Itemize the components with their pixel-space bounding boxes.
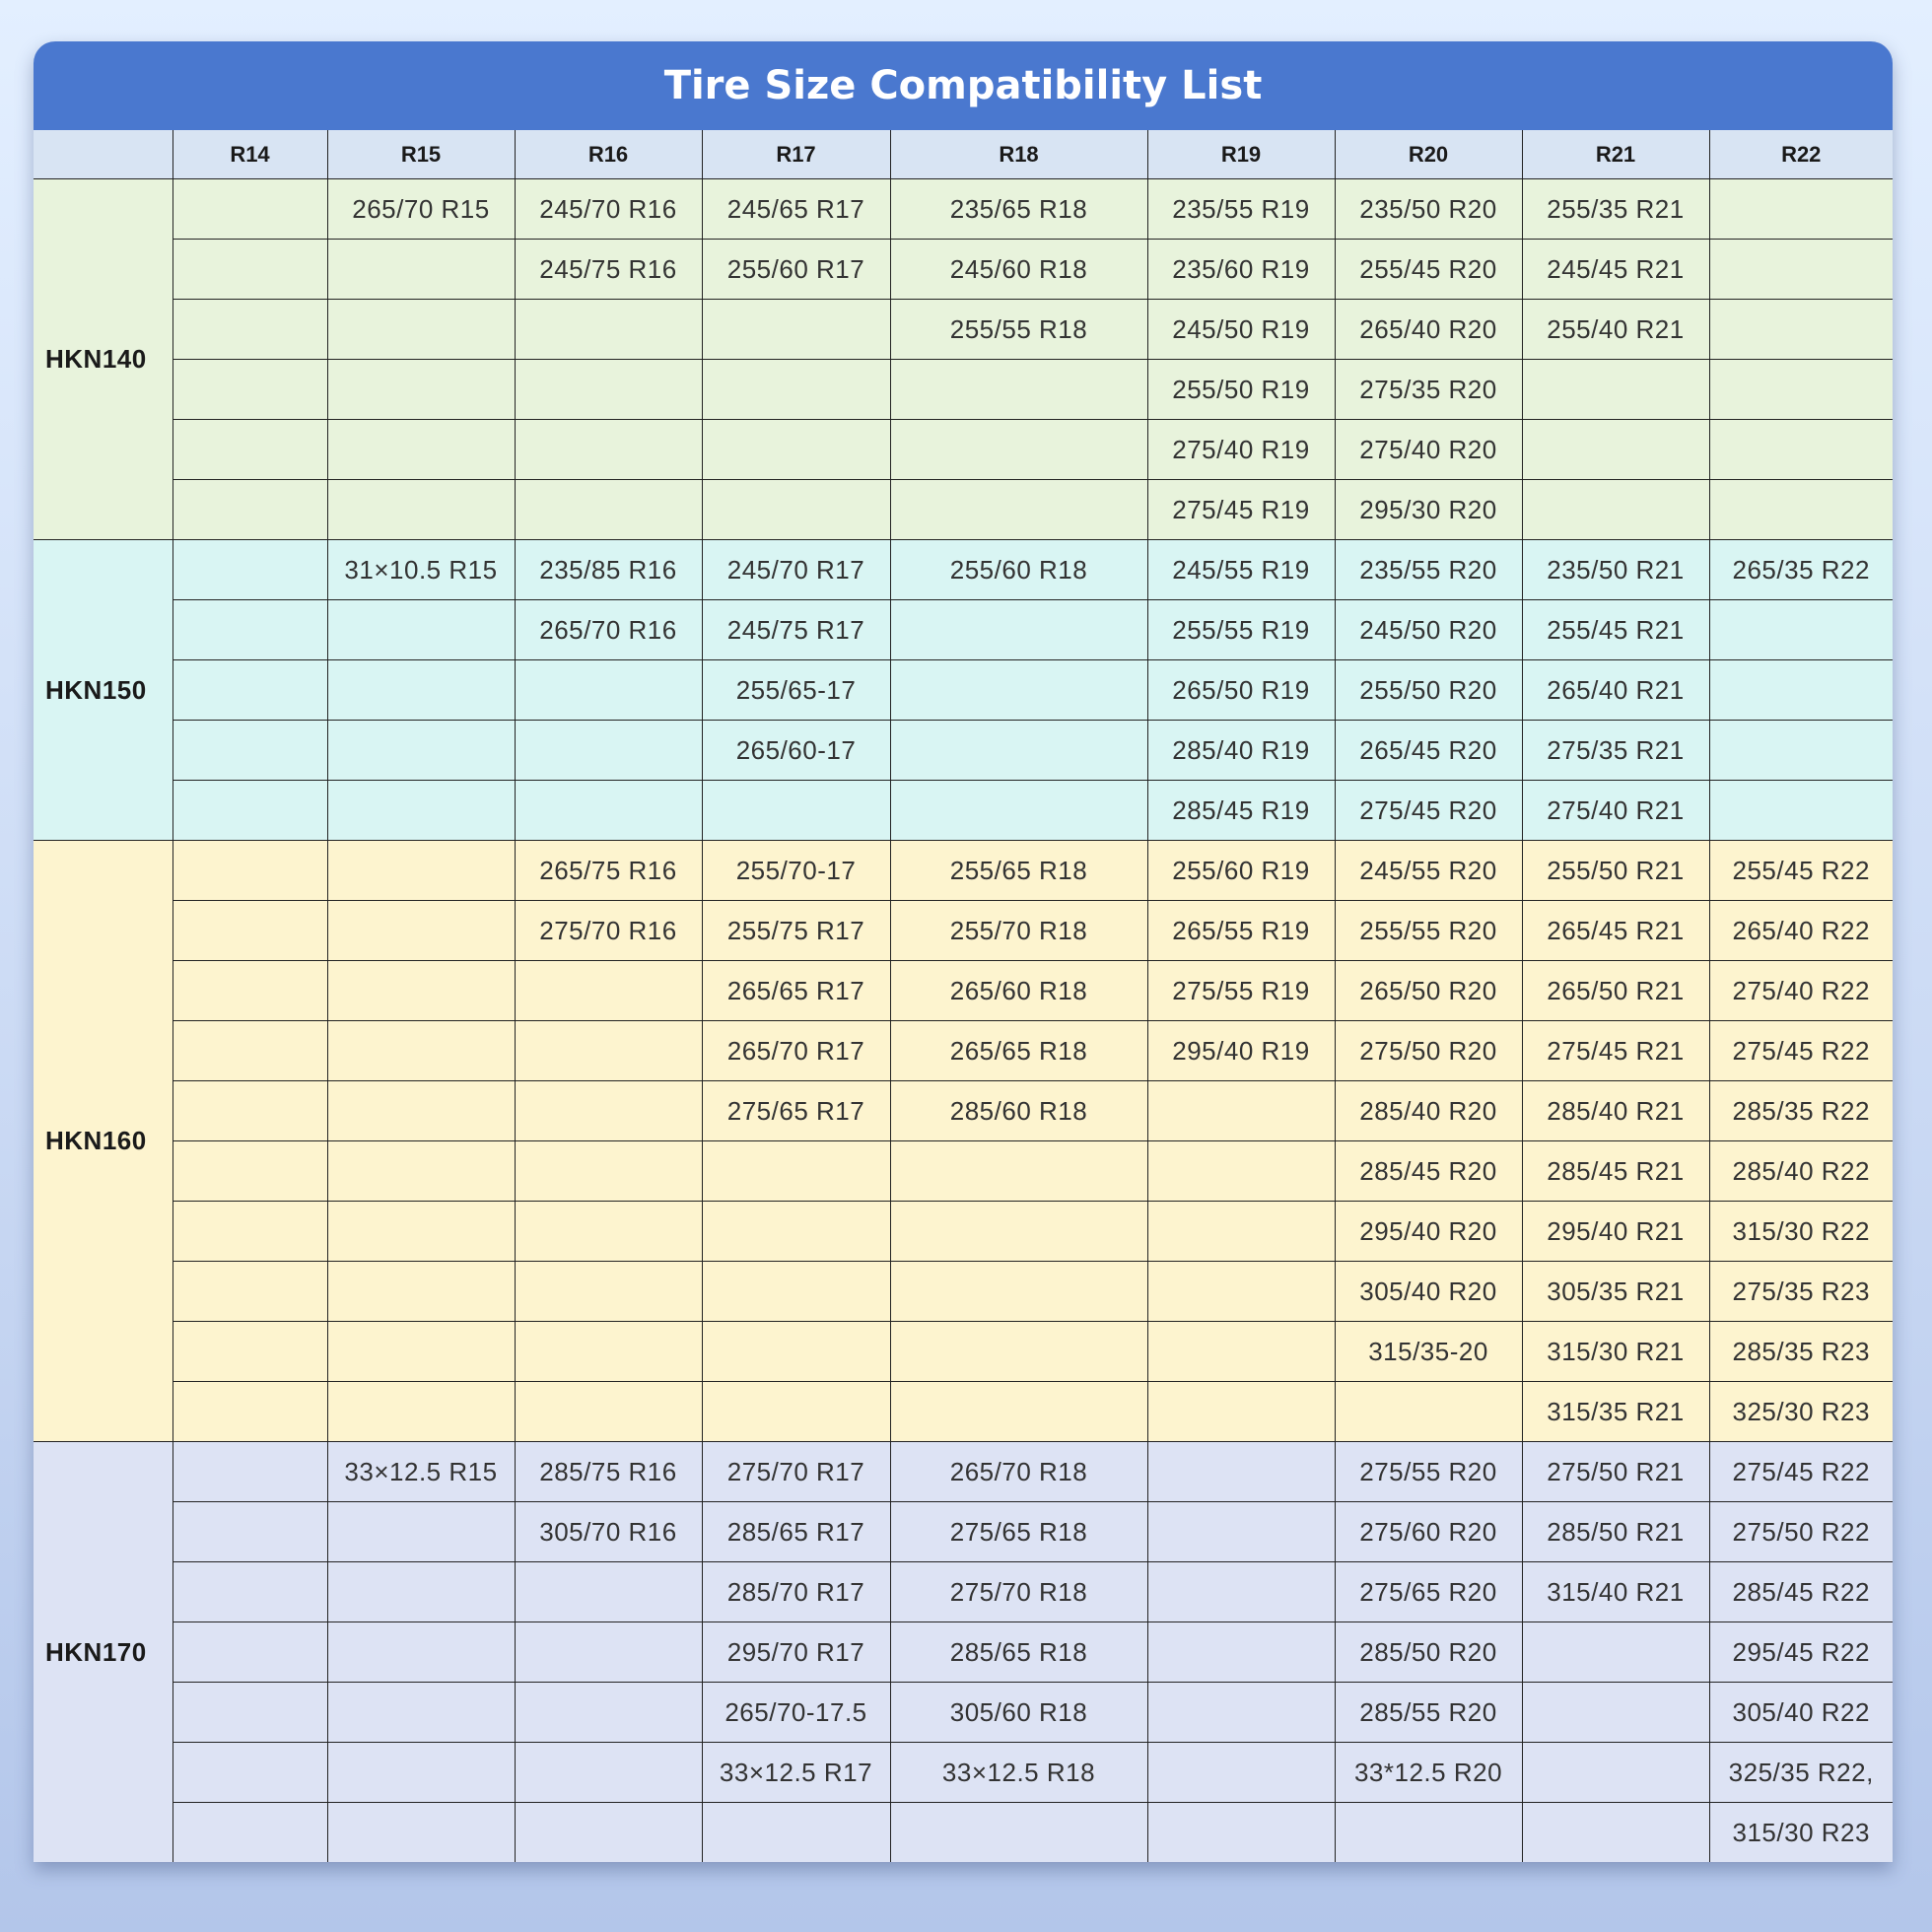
size-cell — [890, 480, 1147, 540]
size-cell: 285/35 R22 — [1709, 1081, 1893, 1141]
table-row — [34, 1442, 1893, 1502]
size-cell: 265/60 R18 — [890, 961, 1147, 1021]
size-cell — [702, 300, 890, 360]
column-header-r18: R18 — [890, 130, 1147, 179]
size-cell — [172, 961, 327, 1021]
table-row — [34, 1081, 1893, 1141]
size-cell: 255/50 R19 — [1147, 360, 1335, 420]
size-cell: 255/50 R21 — [1522, 841, 1709, 901]
table-row — [34, 179, 1893, 240]
size-cell — [890, 360, 1147, 420]
table-row — [34, 660, 1893, 721]
size-cell — [327, 360, 515, 420]
compatibility-card — [34, 41, 1893, 1862]
size-cell: 275/40 R21 — [1522, 781, 1709, 841]
size-cell: 255/45 R22 — [1709, 841, 1893, 901]
size-cell: 275/50 R21 — [1522, 1442, 1709, 1502]
size-cell: 265/45 R20 — [1335, 721, 1522, 781]
size-cell — [1709, 660, 1893, 721]
size-cell: 275/45 R22 — [1709, 1442, 1893, 1502]
size-cell: 275/70 R18 — [890, 1562, 1147, 1622]
size-cell — [890, 660, 1147, 721]
size-cell — [172, 1683, 327, 1743]
size-cell: 285/65 R18 — [890, 1622, 1147, 1683]
table-row — [34, 1262, 1893, 1322]
table-row — [34, 600, 1893, 660]
size-cell: 285/40 R21 — [1522, 1081, 1709, 1141]
size-cell: 275/45 R21 — [1522, 1021, 1709, 1081]
size-cell — [515, 1382, 702, 1442]
size-cell — [327, 1743, 515, 1803]
size-cell — [890, 600, 1147, 660]
table-row — [34, 540, 1893, 600]
size-cell — [1147, 1081, 1335, 1141]
column-header-r19: R19 — [1147, 130, 1335, 179]
column-header-r17: R17 — [702, 130, 890, 179]
size-cell — [515, 1081, 702, 1141]
size-cell — [890, 1322, 1147, 1382]
size-cell — [890, 781, 1147, 841]
size-cell: 285/45 R21 — [1522, 1141, 1709, 1202]
size-cell: 285/50 R20 — [1335, 1622, 1522, 1683]
size-cell — [172, 901, 327, 961]
size-cell — [327, 1081, 515, 1141]
size-cell — [1147, 1322, 1335, 1382]
size-cell — [327, 240, 515, 300]
size-cell — [1709, 781, 1893, 841]
size-cell — [172, 480, 327, 540]
size-cell — [1709, 721, 1893, 781]
size-cell — [1147, 1683, 1335, 1743]
size-cell — [327, 1322, 515, 1382]
size-cell: 285/55 R20 — [1335, 1683, 1522, 1743]
size-cell: 255/60 R18 — [890, 540, 1147, 600]
size-cell — [1709, 420, 1893, 480]
size-cell: 265/50 R21 — [1522, 961, 1709, 1021]
size-cell: 285/50 R21 — [1522, 1502, 1709, 1562]
size-cell — [1147, 1502, 1335, 1562]
size-cell — [1709, 240, 1893, 300]
size-cell — [327, 1202, 515, 1262]
size-cell: 275/45 R20 — [1335, 781, 1522, 841]
size-cell — [327, 961, 515, 1021]
size-cell: 285/40 R19 — [1147, 721, 1335, 781]
size-cell — [1709, 300, 1893, 360]
size-cell — [702, 480, 890, 540]
size-cell: 275/45 R19 — [1147, 480, 1335, 540]
size-cell — [172, 660, 327, 721]
size-cell — [1335, 1382, 1522, 1442]
size-cell — [172, 360, 327, 420]
size-cell — [327, 1141, 515, 1202]
size-cell: 245/65 R17 — [702, 179, 890, 240]
size-cell — [172, 1262, 327, 1322]
size-cell: 295/40 R20 — [1335, 1202, 1522, 1262]
size-cell: 245/70 R16 — [515, 179, 702, 240]
size-cell — [172, 1021, 327, 1081]
table-row — [34, 1803, 1893, 1863]
size-cell: 245/70 R17 — [702, 540, 890, 600]
size-cell — [172, 1803, 327, 1863]
size-cell — [515, 1743, 702, 1803]
size-cell: 275/40 R19 — [1147, 420, 1335, 480]
size-cell — [172, 1743, 327, 1803]
table-row — [34, 1683, 1893, 1743]
size-cell — [172, 1382, 327, 1442]
size-cell — [327, 660, 515, 721]
size-cell: 275/55 R20 — [1335, 1442, 1522, 1502]
size-cell: 245/75 R16 — [515, 240, 702, 300]
size-cell: 305/35 R21 — [1522, 1262, 1709, 1322]
size-cell: 265/65 R17 — [702, 961, 890, 1021]
size-cell — [515, 961, 702, 1021]
size-cell: 285/40 R20 — [1335, 1081, 1522, 1141]
table-row — [34, 721, 1893, 781]
size-cell: 275/45 R22 — [1709, 1021, 1893, 1081]
size-cell — [327, 1683, 515, 1743]
column-header-r21: R21 — [1522, 130, 1709, 179]
table-row — [34, 1202, 1893, 1262]
size-cell: 275/50 R22 — [1709, 1502, 1893, 1562]
table-row — [34, 1322, 1893, 1382]
size-cell: 315/35-20 — [1335, 1322, 1522, 1382]
size-cell: 285/70 R17 — [702, 1562, 890, 1622]
header-row — [34, 130, 1893, 179]
table-row — [34, 841, 1893, 901]
size-cell — [515, 1141, 702, 1202]
size-cell: 275/50 R20 — [1335, 1021, 1522, 1081]
size-cell — [702, 1803, 890, 1863]
size-cell: 235/65 R18 — [890, 179, 1147, 240]
size-cell — [1709, 360, 1893, 420]
size-cell — [327, 300, 515, 360]
table-row — [34, 1743, 1893, 1803]
size-cell — [515, 660, 702, 721]
size-cell: 33*12.5 R20 — [1335, 1743, 1522, 1803]
column-header-r22: R22 — [1709, 130, 1893, 179]
size-cell: 255/45 R21 — [1522, 600, 1709, 660]
size-cell — [1522, 1622, 1709, 1683]
size-cell: 255/35 R21 — [1522, 179, 1709, 240]
table-row — [34, 480, 1893, 540]
size-cell: 275/70 R16 — [515, 901, 702, 961]
size-cell: 245/60 R18 — [890, 240, 1147, 300]
size-cell: 305/60 R18 — [890, 1683, 1147, 1743]
size-cell — [515, 1202, 702, 1262]
size-cell — [172, 1141, 327, 1202]
size-cell — [172, 841, 327, 901]
size-cell: 265/35 R22 — [1709, 540, 1893, 600]
table-row — [34, 961, 1893, 1021]
size-cell — [327, 600, 515, 660]
size-cell: 245/50 R19 — [1147, 300, 1335, 360]
size-cell: 265/75 R16 — [515, 841, 702, 901]
size-cell — [327, 420, 515, 480]
size-cell — [327, 1262, 515, 1322]
size-cell — [172, 1202, 327, 1262]
size-cell — [515, 300, 702, 360]
table-row — [34, 1562, 1893, 1622]
size-cell — [1335, 1803, 1522, 1863]
size-cell — [702, 1322, 890, 1382]
size-cell — [515, 360, 702, 420]
size-cell: 315/30 R21 — [1522, 1322, 1709, 1382]
column-header-r14: R14 — [172, 130, 327, 179]
size-cell — [1147, 1743, 1335, 1803]
size-cell — [515, 721, 702, 781]
size-cell: 235/85 R16 — [515, 540, 702, 600]
size-cell — [327, 841, 515, 901]
size-cell: 255/65-17 — [702, 660, 890, 721]
size-cell: 255/60 R17 — [702, 240, 890, 300]
size-cell: 255/55 R20 — [1335, 901, 1522, 961]
size-cell — [172, 721, 327, 781]
size-cell — [172, 1081, 327, 1141]
size-cell — [1709, 179, 1893, 240]
size-cell: 255/65 R18 — [890, 841, 1147, 901]
size-cell: 275/55 R19 — [1147, 961, 1335, 1021]
size-cell: 265/70 R18 — [890, 1442, 1147, 1502]
size-cell — [172, 1442, 327, 1502]
size-cell: 295/30 R20 — [1335, 480, 1522, 540]
size-cell — [702, 1202, 890, 1262]
compatibility-table — [34, 130, 1893, 1862]
size-cell: 255/60 R19 — [1147, 841, 1335, 901]
size-cell — [172, 540, 327, 600]
size-cell — [702, 1262, 890, 1322]
size-cell: 285/60 R18 — [890, 1081, 1147, 1141]
size-cell: 245/45 R21 — [1522, 240, 1709, 300]
size-cell: 325/35 R22, — [1709, 1743, 1893, 1803]
size-cell: 33×12.5 R17 — [702, 1743, 890, 1803]
size-cell — [515, 1562, 702, 1622]
size-cell — [327, 901, 515, 961]
size-cell: 265/70 R17 — [702, 1021, 890, 1081]
size-cell — [172, 300, 327, 360]
size-cell — [172, 600, 327, 660]
table-row — [34, 781, 1893, 841]
size-cell: 265/70-17.5 — [702, 1683, 890, 1743]
size-cell — [515, 1021, 702, 1081]
size-cell — [515, 1322, 702, 1382]
size-cell — [702, 781, 890, 841]
size-cell — [1147, 1562, 1335, 1622]
table-row — [34, 901, 1893, 961]
table-row — [34, 1141, 1893, 1202]
size-cell: 315/30 R23 — [1709, 1803, 1893, 1863]
table-row — [34, 1622, 1893, 1683]
size-cell — [515, 420, 702, 480]
size-cell: 31×10.5 R15 — [327, 540, 515, 600]
column-header-r20: R20 — [1335, 130, 1522, 179]
size-cell — [327, 1502, 515, 1562]
size-cell: 265/40 R21 — [1522, 660, 1709, 721]
size-cell — [515, 781, 702, 841]
size-cell: 285/35 R23 — [1709, 1322, 1893, 1382]
size-cell — [1147, 1803, 1335, 1863]
size-cell: 265/65 R18 — [890, 1021, 1147, 1081]
size-cell: 295/40 R21 — [1522, 1202, 1709, 1262]
size-cell — [327, 1562, 515, 1622]
size-cell: 235/60 R19 — [1147, 240, 1335, 300]
size-cell — [1147, 1202, 1335, 1262]
size-cell: 285/45 R19 — [1147, 781, 1335, 841]
group-label: HKN150 — [34, 540, 172, 841]
group-label: HKN160 — [34, 841, 172, 1442]
size-cell: 245/55 R20 — [1335, 841, 1522, 901]
size-cell — [890, 1803, 1147, 1863]
size-cell — [890, 721, 1147, 781]
table-row — [34, 1021, 1893, 1081]
size-cell: 275/65 R18 — [890, 1502, 1147, 1562]
size-cell — [327, 480, 515, 540]
size-cell — [1147, 1262, 1335, 1322]
size-cell: 285/65 R17 — [702, 1502, 890, 1562]
size-cell — [1709, 480, 1893, 540]
size-cell — [172, 420, 327, 480]
group-label: HKN170 — [34, 1442, 172, 1863]
size-cell — [890, 1382, 1147, 1442]
size-cell — [327, 1622, 515, 1683]
size-cell: 295/70 R17 — [702, 1622, 890, 1683]
size-cell: 305/40 R22 — [1709, 1683, 1893, 1743]
size-cell: 265/70 R15 — [327, 179, 515, 240]
size-cell — [172, 1622, 327, 1683]
size-cell: 275/35 R21 — [1522, 721, 1709, 781]
table-row — [34, 360, 1893, 420]
table-row — [34, 1382, 1893, 1442]
size-cell: 235/55 R20 — [1335, 540, 1522, 600]
size-cell: 255/75 R17 — [702, 901, 890, 961]
size-cell: 235/50 R21 — [1522, 540, 1709, 600]
size-cell — [515, 1622, 702, 1683]
size-cell: 265/55 R19 — [1147, 901, 1335, 961]
size-cell: 255/70 R18 — [890, 901, 1147, 961]
size-cell — [890, 420, 1147, 480]
table-title: Tire Size Compatibility List — [34, 41, 1893, 130]
size-cell: 275/35 R20 — [1335, 360, 1522, 420]
group-label: HKN140 — [34, 179, 172, 540]
size-cell — [172, 240, 327, 300]
size-cell: 275/70 R17 — [702, 1442, 890, 1502]
size-cell — [172, 1502, 327, 1562]
size-cell: 33×12.5 R18 — [890, 1743, 1147, 1803]
size-cell — [1522, 1743, 1709, 1803]
size-cell: 245/55 R19 — [1147, 540, 1335, 600]
table-row — [34, 420, 1893, 480]
size-cell: 305/40 R20 — [1335, 1262, 1522, 1322]
size-cell — [1147, 1141, 1335, 1202]
size-cell: 265/45 R21 — [1522, 901, 1709, 961]
size-cell — [1522, 480, 1709, 540]
size-cell: 255/55 R18 — [890, 300, 1147, 360]
size-cell — [1147, 1382, 1335, 1442]
size-cell — [1522, 1683, 1709, 1743]
size-cell: 265/40 R20 — [1335, 300, 1522, 360]
table-row — [34, 300, 1893, 360]
size-cell: 265/70 R16 — [515, 600, 702, 660]
size-cell: 255/45 R20 — [1335, 240, 1522, 300]
size-cell — [172, 179, 327, 240]
size-cell — [890, 1262, 1147, 1322]
size-cell: 255/55 R19 — [1147, 600, 1335, 660]
size-cell — [1522, 360, 1709, 420]
size-cell — [702, 1382, 890, 1442]
size-cell — [702, 420, 890, 480]
size-cell: 235/50 R20 — [1335, 179, 1522, 240]
size-cell: 245/50 R20 — [1335, 600, 1522, 660]
size-cell — [515, 480, 702, 540]
size-cell — [172, 781, 327, 841]
size-cell: 255/40 R21 — [1522, 300, 1709, 360]
size-cell — [327, 1803, 515, 1863]
size-cell: 235/55 R19 — [1147, 179, 1335, 240]
size-cell — [515, 1683, 702, 1743]
size-cell — [327, 721, 515, 781]
size-cell: 315/35 R21 — [1522, 1382, 1709, 1442]
size-cell — [702, 360, 890, 420]
size-cell: 275/60 R20 — [1335, 1502, 1522, 1562]
size-cell: 265/60-17 — [702, 721, 890, 781]
size-cell: 275/35 R23 — [1709, 1262, 1893, 1322]
size-cell: 265/50 R19 — [1147, 660, 1335, 721]
header-corner — [34, 130, 172, 179]
size-cell — [1522, 1803, 1709, 1863]
size-cell: 295/45 R22 — [1709, 1622, 1893, 1683]
table-row — [34, 1502, 1893, 1562]
size-cell: 285/45 R22 — [1709, 1562, 1893, 1622]
size-cell — [327, 1382, 515, 1442]
table-row — [34, 240, 1893, 300]
size-cell — [327, 1021, 515, 1081]
size-cell: 275/40 R22 — [1709, 961, 1893, 1021]
size-cell: 325/30 R23 — [1709, 1382, 1893, 1442]
size-cell: 245/75 R17 — [702, 600, 890, 660]
size-cell — [515, 1803, 702, 1863]
size-cell — [890, 1202, 1147, 1262]
column-header-r15: R15 — [327, 130, 515, 179]
size-cell: 295/40 R19 — [1147, 1021, 1335, 1081]
size-cell: 275/65 R17 — [702, 1081, 890, 1141]
size-cell — [1147, 1622, 1335, 1683]
size-cell: 33×12.5 R15 — [327, 1442, 515, 1502]
size-cell: 255/50 R20 — [1335, 660, 1522, 721]
size-cell: 315/40 R21 — [1522, 1562, 1709, 1622]
size-cell: 265/50 R20 — [1335, 961, 1522, 1021]
size-cell: 255/70-17 — [702, 841, 890, 901]
size-cell — [890, 1141, 1147, 1202]
size-cell: 285/45 R20 — [1335, 1141, 1522, 1202]
size-cell: 285/40 R22 — [1709, 1141, 1893, 1202]
size-cell — [702, 1141, 890, 1202]
size-cell — [515, 1262, 702, 1322]
size-cell: 315/30 R22 — [1709, 1202, 1893, 1262]
size-cell: 305/70 R16 — [515, 1502, 702, 1562]
size-cell — [327, 781, 515, 841]
size-cell — [1147, 1442, 1335, 1502]
size-cell — [1709, 600, 1893, 660]
size-cell: 275/40 R20 — [1335, 420, 1522, 480]
size-cell: 265/40 R22 — [1709, 901, 1893, 961]
size-cell — [172, 1562, 327, 1622]
size-cell: 275/65 R20 — [1335, 1562, 1522, 1622]
size-cell — [1522, 420, 1709, 480]
size-cell — [172, 1322, 327, 1382]
size-cell: 285/75 R16 — [515, 1442, 702, 1502]
column-header-r16: R16 — [515, 130, 702, 179]
